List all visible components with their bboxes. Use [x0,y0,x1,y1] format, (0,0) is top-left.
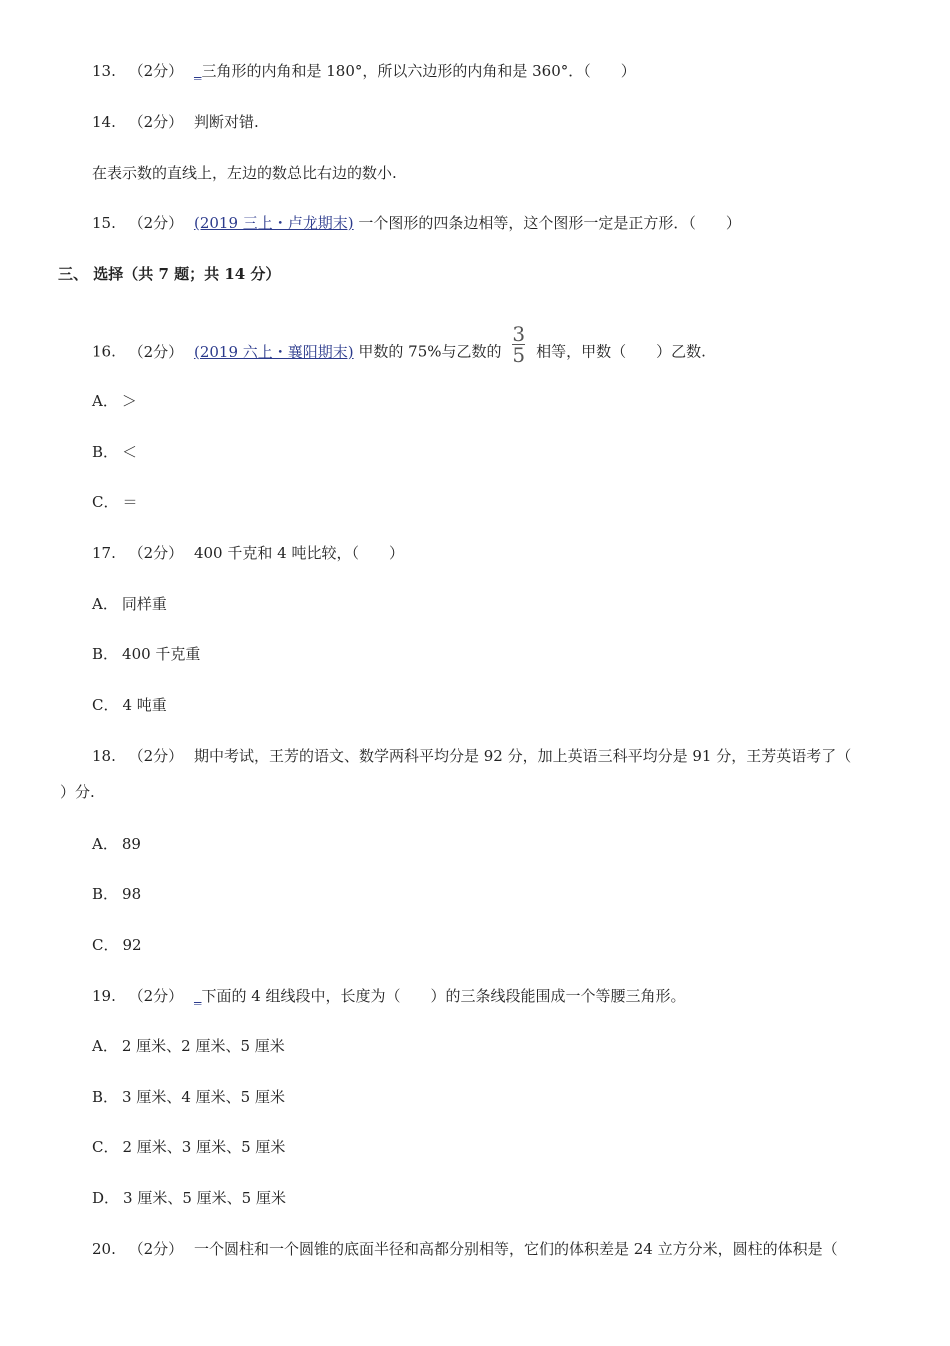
option-text: ＝ [122,493,138,511]
option-label: C． [92,1138,119,1156]
option-label: B． [92,885,119,903]
question-text-after: 相等，甲数（ ）乙数. [536,342,706,361]
option[interactable] [92,695,167,715]
option-label: C． [92,493,119,511]
question-score: （2分） [128,62,184,80]
question-score: （2分） [128,1240,184,1258]
question-text: 一个圆柱和一个圆锥的底面半径和高都分别相等，它们的体积差是 24 立方分米，圆柱的体积是（ [193,1240,838,1258]
option-label: A． [92,835,118,853]
question-score: （2分） [128,113,184,131]
question-14-statement: 在表示数的直线上，左边的数总比右边的数小. [92,164,397,182]
option-text: 89 [121,835,141,853]
question-20 [92,1239,838,1259]
question-blank: _ [193,62,202,80]
question-number: 17. [92,544,116,562]
option[interactable] [92,644,200,664]
question-14 [92,112,259,132]
option-text: ＞ [121,392,137,410]
option-text: 3 厘米、5 厘米、5 厘米 [123,1189,286,1207]
fraction-numerator: 3 [512,322,526,346]
question-16 [92,322,706,372]
question-13 [92,61,636,81]
fraction-denominator: 5 [512,343,526,367]
option-text: 3 厘米、4 厘米、5 厘米 [122,1088,285,1106]
question-score: （2分） [128,987,184,1005]
option-text: 2 厘米、3 厘米、5 厘米 [122,1138,286,1156]
question-blank: _ [193,987,202,1005]
option[interactable] [92,834,141,854]
option[interactable] [92,594,167,614]
option-text: 400 千克重 [122,645,201,663]
question-19 [92,986,686,1006]
source-link[interactable]: (2019 三上・卢龙期末) [193,214,354,232]
option[interactable] [92,884,141,904]
option[interactable] [92,1036,285,1056]
question-score: （2分） [128,214,184,232]
option-text: ＜ [122,443,138,461]
question-text: 甲数的 75%与乙数的 [358,342,502,361]
option-label: A． [92,1037,118,1055]
option[interactable] [92,442,137,462]
option-text: 同样重 [121,595,167,613]
option-label: C． [92,936,119,954]
option-text: 2 厘米、2 厘米、5 厘米 [121,1037,285,1055]
option-label: A． [92,392,118,410]
question-text: 三角形的内角和是 180°，所以六边形的内角和是 360°．（ ） [201,62,636,80]
option-label: C． [92,696,119,714]
question-number: 13. [92,62,116,80]
option[interactable] [92,1137,285,1157]
question-number: 14. [92,113,116,131]
fraction [512,322,526,367]
question-number: 19. [92,987,116,1005]
question-text: 下面的 4 组线段中，长度为（ ）的三条线段能围成一个等腰三角形。 [201,987,686,1005]
option-label: B． [92,443,119,461]
option-label: B． [92,645,119,663]
question-15 [92,213,741,233]
question-number: 15. [92,214,116,232]
question-score: （2分） [128,544,184,562]
option[interactable] [92,492,138,512]
option-text: 92 [122,936,142,954]
question-number: 18. [92,747,116,765]
question-17 [92,543,404,563]
question-18-continuation: ）分. [60,783,95,801]
option[interactable] [92,1188,286,1208]
option-label: D． [92,1189,120,1207]
option[interactable] [92,391,137,411]
question-number: 16. [92,342,116,361]
option-label: B． [92,1088,119,1106]
option[interactable] [92,935,142,955]
question-text: 判断对错. [193,113,259,131]
question-text: 期中考试，王芳的语文、数学两科平均分是 92 分，加上英语三科平均分是 91 分，王芳英语考了（ [193,747,852,765]
option-text: 98 [122,885,142,903]
section-heading: 三、 选择（共 7 题；共 14 分） [58,265,281,283]
question-number: 20. [92,1240,116,1258]
question-text: 一个图形的四条边相等，这个图形一定是正方形．（ ） [358,214,741,232]
question-18 [92,746,851,766]
source-link[interactable]: (2019 六上・襄阳期末) [193,342,354,361]
question-score: （2分） [128,747,184,765]
question-text: 400 千克和 4 吨比较，（ ） [193,544,404,562]
option-text: 4 吨重 [122,696,167,714]
option[interactable] [92,1087,285,1107]
question-score: （2分） [128,342,184,361]
option-label: A． [92,595,118,613]
